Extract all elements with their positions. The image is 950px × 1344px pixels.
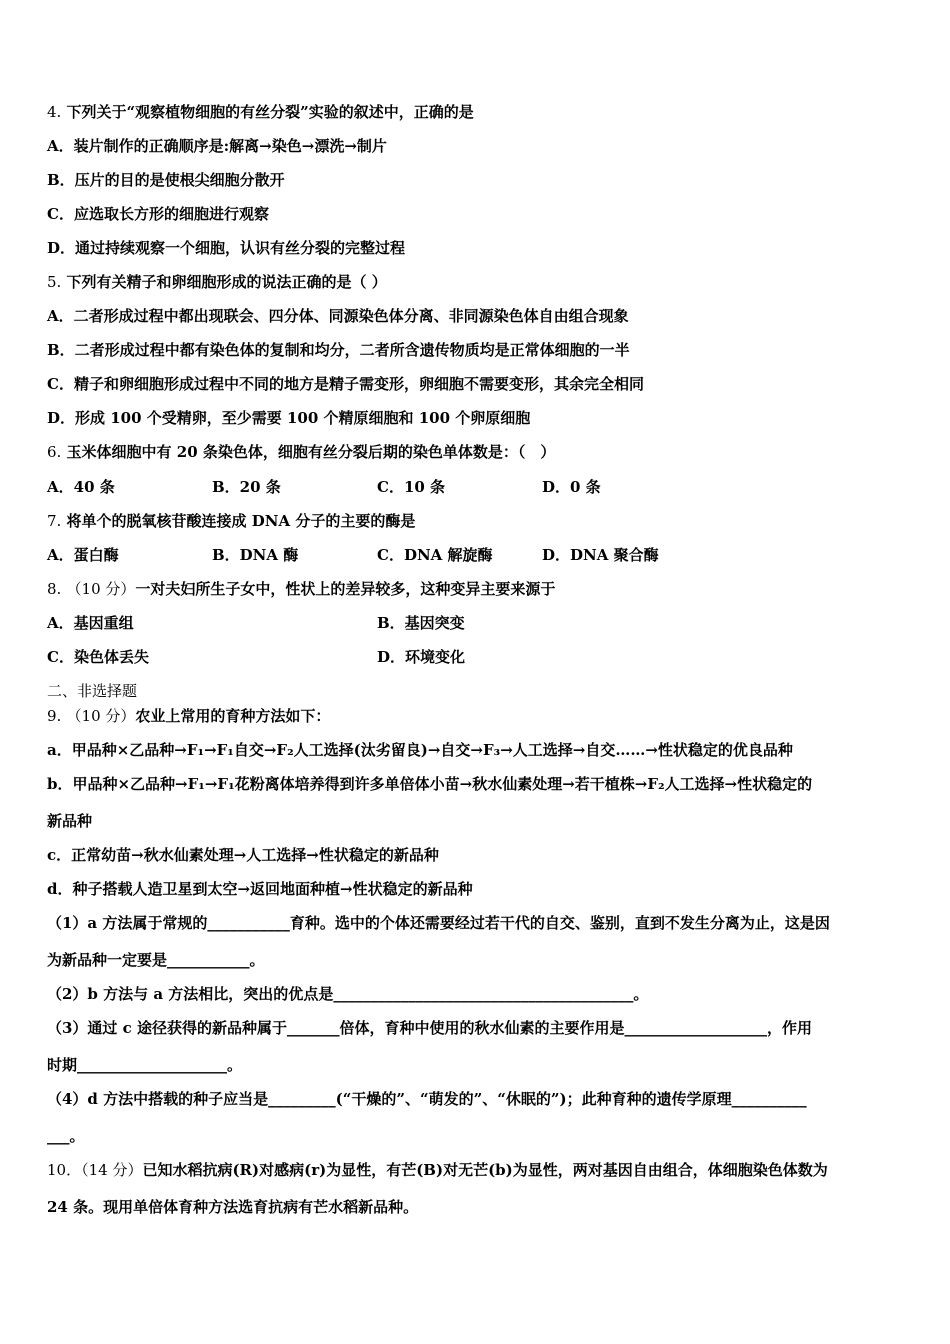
question-number: 6.: [47, 443, 62, 461]
question-10-stem: [47, 1160, 906, 1180]
method-c-line: c．正常幼苗→秋水仙素处理→人工选择→性状稳定的新品种: [47, 846, 439, 864]
section-title: 二、非选择题: [47, 682, 138, 700]
question-number: 8.: [47, 580, 62, 598]
question-7-option-b: B．DNA 酶: [212, 546, 299, 564]
question-7-option-d: D．DNA 聚合酶: [542, 546, 659, 564]
question-5-option-d: D．形成 100 个受精卵，至少需要 100 个精原细胞和 100 个卵原细胞: [47, 409, 531, 427]
question-number: 10．: [47, 1161, 82, 1179]
question-score: （10 分）: [66, 580, 136, 598]
question-5-option-a: A．二者形成过程中都出现联会、四分体、同源染色体分离、非同源染色体自由组合现象: [47, 307, 629, 325]
question-8-option-d: D．环境变化: [377, 648, 466, 666]
question-9-stem: [47, 706, 906, 726]
subquestion-2-line: （2）b 方法与 a 方法相比，突出的优点是________________________________________。: [47, 985, 649, 1003]
question-7-option-a: A．蛋白酶: [47, 546, 119, 564]
method-b-line-1: b．甲品种×乙品种→F₁→F₁花粉离体培养得到许多单倍体小苗→秋水仙素处理→若干植株→F₂人工选择→性状稳定的: [47, 775, 813, 793]
question-7-option-c: C．DNA 解旋酶: [377, 546, 493, 564]
subquestion-3-line-2: 时期____________________。: [47, 1056, 243, 1074]
question-number: 9.: [47, 707, 62, 725]
question-number: 7.: [47, 512, 62, 530]
question-text: 玉米体细胞中有 20 条染色体，细胞有丝分裂后期的染色单体数是：（ ）: [66, 443, 556, 461]
question-number: 4.: [47, 103, 62, 121]
question-6-stem: [47, 442, 906, 462]
question-text: 下列有关精子和卵细胞形成的说法正确的是（ ）: [66, 273, 387, 291]
question-text: 一对夫妇所生子女中，性状上的差异较多，这种变异主要来源于: [135, 580, 556, 598]
question-score: （14 分）: [81, 1161, 143, 1179]
question-7-stem: [47, 511, 906, 531]
question-8-option-c: C．染色体丢失: [47, 648, 149, 666]
question-6-option-b: B．20 条: [212, 478, 281, 496]
question-text: 已知水稻抗病(R)对感病(r)为显性，有芒(B)对无芒(b)为显性，两对基因自由组合，体细胞染色体数为: [142, 1161, 828, 1179]
question-8-option-a: A．基因重组: [47, 614, 134, 632]
question-score: （10 分）: [66, 707, 136, 725]
subquestion-1-line-2: 为新品种一定要是___________。: [47, 951, 265, 969]
method-d-line: d．种子搭载人造卫星到太空→返回地面种植→性状稳定的新品种: [47, 880, 473, 898]
question-text: 下列关于“观察植物细胞的有丝分裂”实验的叙述中，正确的是: [66, 103, 474, 121]
question-5-option-b: B．二者形成过程中都有染色体的复制和均分，二者所含遗传物质均是正常体细胞的一半: [47, 341, 630, 359]
question-6-option-a: A．40 条: [47, 478, 115, 496]
question-8-option-b: B．基因突变: [377, 614, 465, 632]
subquestion-4-line-2: ___。: [47, 1127, 85, 1145]
question-4-stem: [47, 102, 906, 122]
question-8-stem: [47, 579, 906, 599]
question-10-line-2: 24 条。现用单倍体育种方法选育抗病有芒水稻新品种。: [47, 1198, 419, 1216]
question-4-option-b: B．压片的目的是使根尖细胞分散开: [47, 171, 285, 189]
question-number: 5.: [47, 273, 62, 291]
subquestion-1-line-1: （1）a 方法属于常规的___________育种。选中的个体还需要经过若干代的自交、鉴别，直到不发生分离为止，这是因: [47, 914, 830, 932]
question-5-option-c: C．精子和卵细胞形成过程中不同的地方是精子需变形，卵细胞不需要变形，其余完全相同: [47, 375, 644, 393]
question-text: 农业上常用的育种方法如下：: [135, 707, 331, 725]
question-text: 将单个的脱氧核苷酸连接成 DNA 分子的主要的酶是: [66, 512, 416, 530]
subquestion-4-line-1: （4）d 方法中搭载的种子应当是_________(“干燥的”、“萌发的”、“休眠的”)；此种育种的遗传学原理__________: [47, 1090, 807, 1108]
subquestion-3-line-1: （3）通过 c 途径获得的新品种属于_______倍体，育种中使用的秋水仙素的主要作用是___________________，作用: [47, 1019, 813, 1037]
question-4-option-c: C．应选取长方形的细胞进行观察: [47, 205, 269, 223]
question-5-stem: [47, 272, 906, 292]
question-6-option-d: D．0 条: [542, 478, 601, 496]
question-6-option-c: C．10 条: [377, 478, 446, 496]
question-4-option-d: D．通过持续观察一个细胞，认识有丝分裂的完整过程: [47, 239, 406, 257]
method-a-line: a．甲品种×乙品种→F₁→F₁自交→F₂人工选择(汰劣留良)→自交→F₃→人工选择→自交……→性状稳定的优良品种: [47, 741, 793, 759]
method-b-line-2: 新品种: [47, 812, 93, 830]
question-4-option-a: A．装片制作的正确顺序是:解离→染色→漂洗→制片: [47, 137, 387, 155]
